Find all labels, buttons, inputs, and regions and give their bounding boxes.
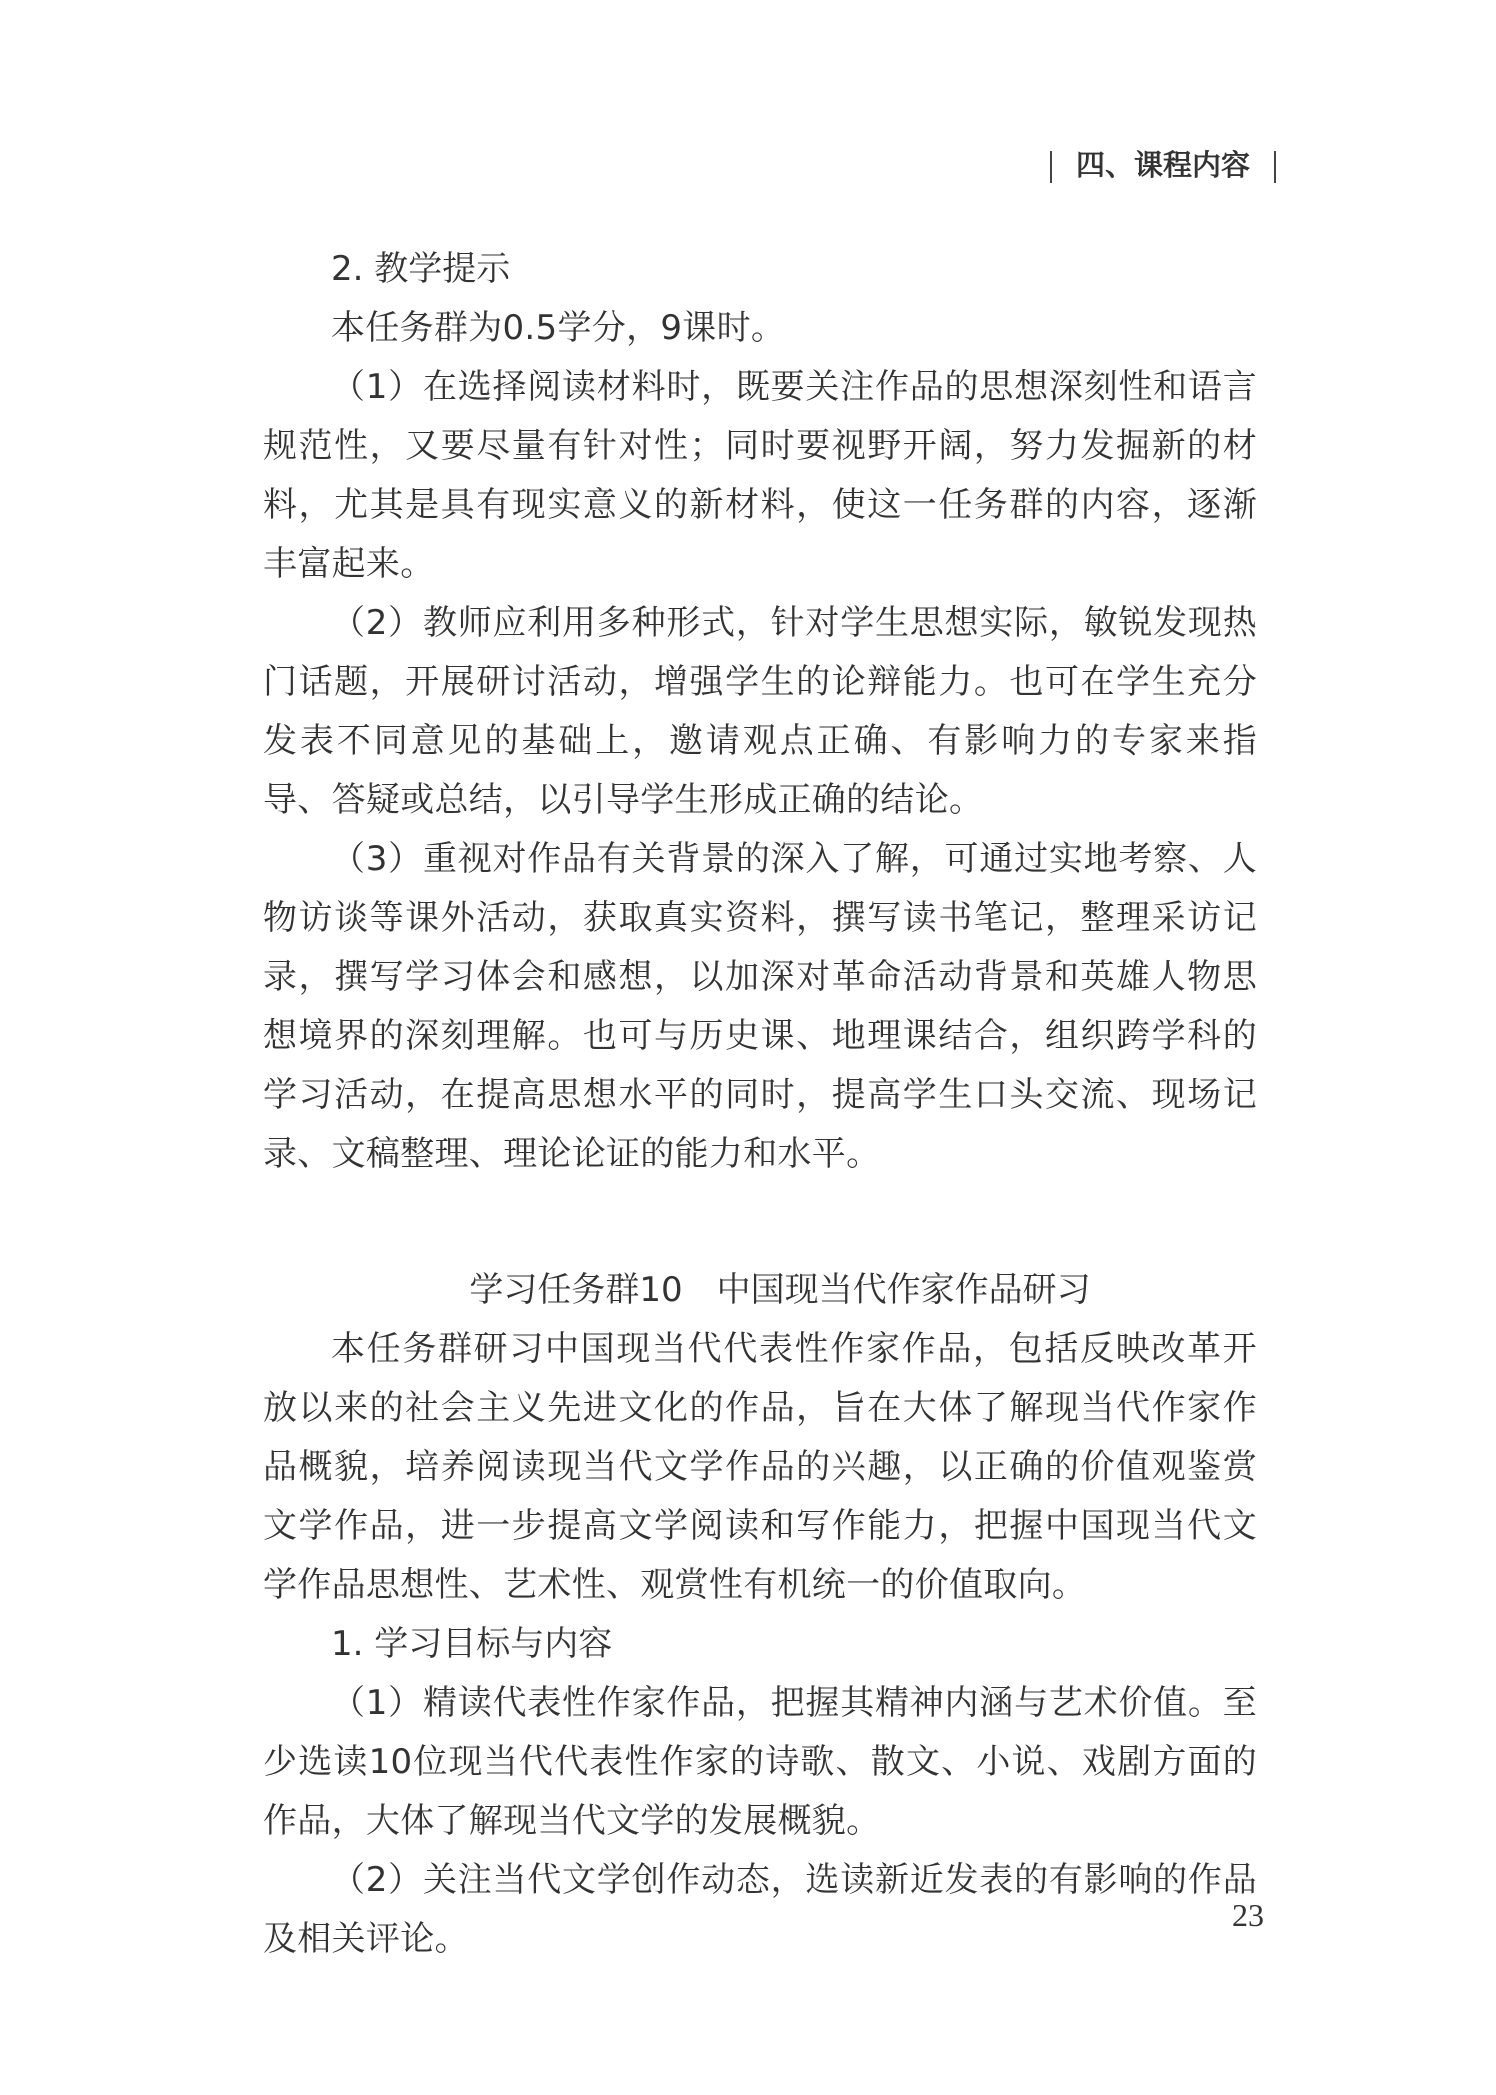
paragraph: 本任务群为0.5学分，9课时。 (331, 308, 786, 348)
header-divider-left (1050, 151, 1052, 183)
teaching-tips-heading: 2. 教学提示 (331, 249, 511, 289)
goals-heading: 1. 学习目标与内容 (331, 1624, 613, 1664)
paragraph: （1）精读代表性作家作品，把握其精神内涵与艺术价值。至少选读10位现当代代表性作家的诗歌、散文、小说、戏剧方面的作品，大体了解现当代文学的发展概貌。 (263, 1683, 1257, 1841)
page-body (263, 240, 1257, 1969)
paragraph: （2）关注当代文学创作动态，选读新近发表的有影响的作品及相关评论。 (263, 1860, 1257, 1959)
chapter-title: 四、课程内容 (1075, 148, 1250, 182)
task-group-name: 中国现当代作家作品研习 (716, 1270, 1091, 1310)
running-header (1050, 143, 1276, 184)
page-number: 23 (1232, 1897, 1264, 1933)
task-group-intro: 本任务群研习中国现当代代表性作家作品，包括反映改革开放以来的社会主义先进文化的作品，旨在大体了解现当代作家作品概貌，培养阅读现当代文学作品的兴趣，以正确的价值观鉴赏文学作品，进一步提高文学阅读和写作能力，把握中国现当代文学作品思想性、艺术性、观赏性有机统一的价值取向。 (263, 1329, 1257, 1605)
task-group-number: 学习任务群10 (469, 1270, 683, 1310)
paragraph: （3）重视对作品有关背景的深入了解，可通过实地考察、人物访谈等课外活动，获取真实资料，撰写读书笔记，整理采访记录，撰写学习体会和感想，以加深对革命活动背景和英雄人物思想境界的深刻理解。也可与历史课、地理课结合，组织跨学科的学习活动，在提高思想水平的同时，提高学生口头交流、现场记录、文稿整理、理论论证的能力和水平。 (263, 839, 1257, 1174)
header-divider-right (1274, 151, 1276, 183)
paragraph: （1）在选择阅读材料时，既要关注作品的思想深刻性和语言规范性，又要尽量有针对性；同时要视野开阔，努力发掘新的材料，尤其是具有现实意义的新材料，使这一任务群的内容，逐渐丰富起来。 (263, 367, 1257, 584)
paragraph: （2）教师应利用多种形式，针对学生思想实际，敏锐发现热门话题，开展研讨活动，增强学生的论辩能力。也可在学生充分发表不同意见的基础上，邀请观点正确、有影响力的专家来指导、答疑或总结，以引导学生形成正确的结论。 (263, 603, 1257, 820)
task-group-title (263, 1261, 1257, 1320)
